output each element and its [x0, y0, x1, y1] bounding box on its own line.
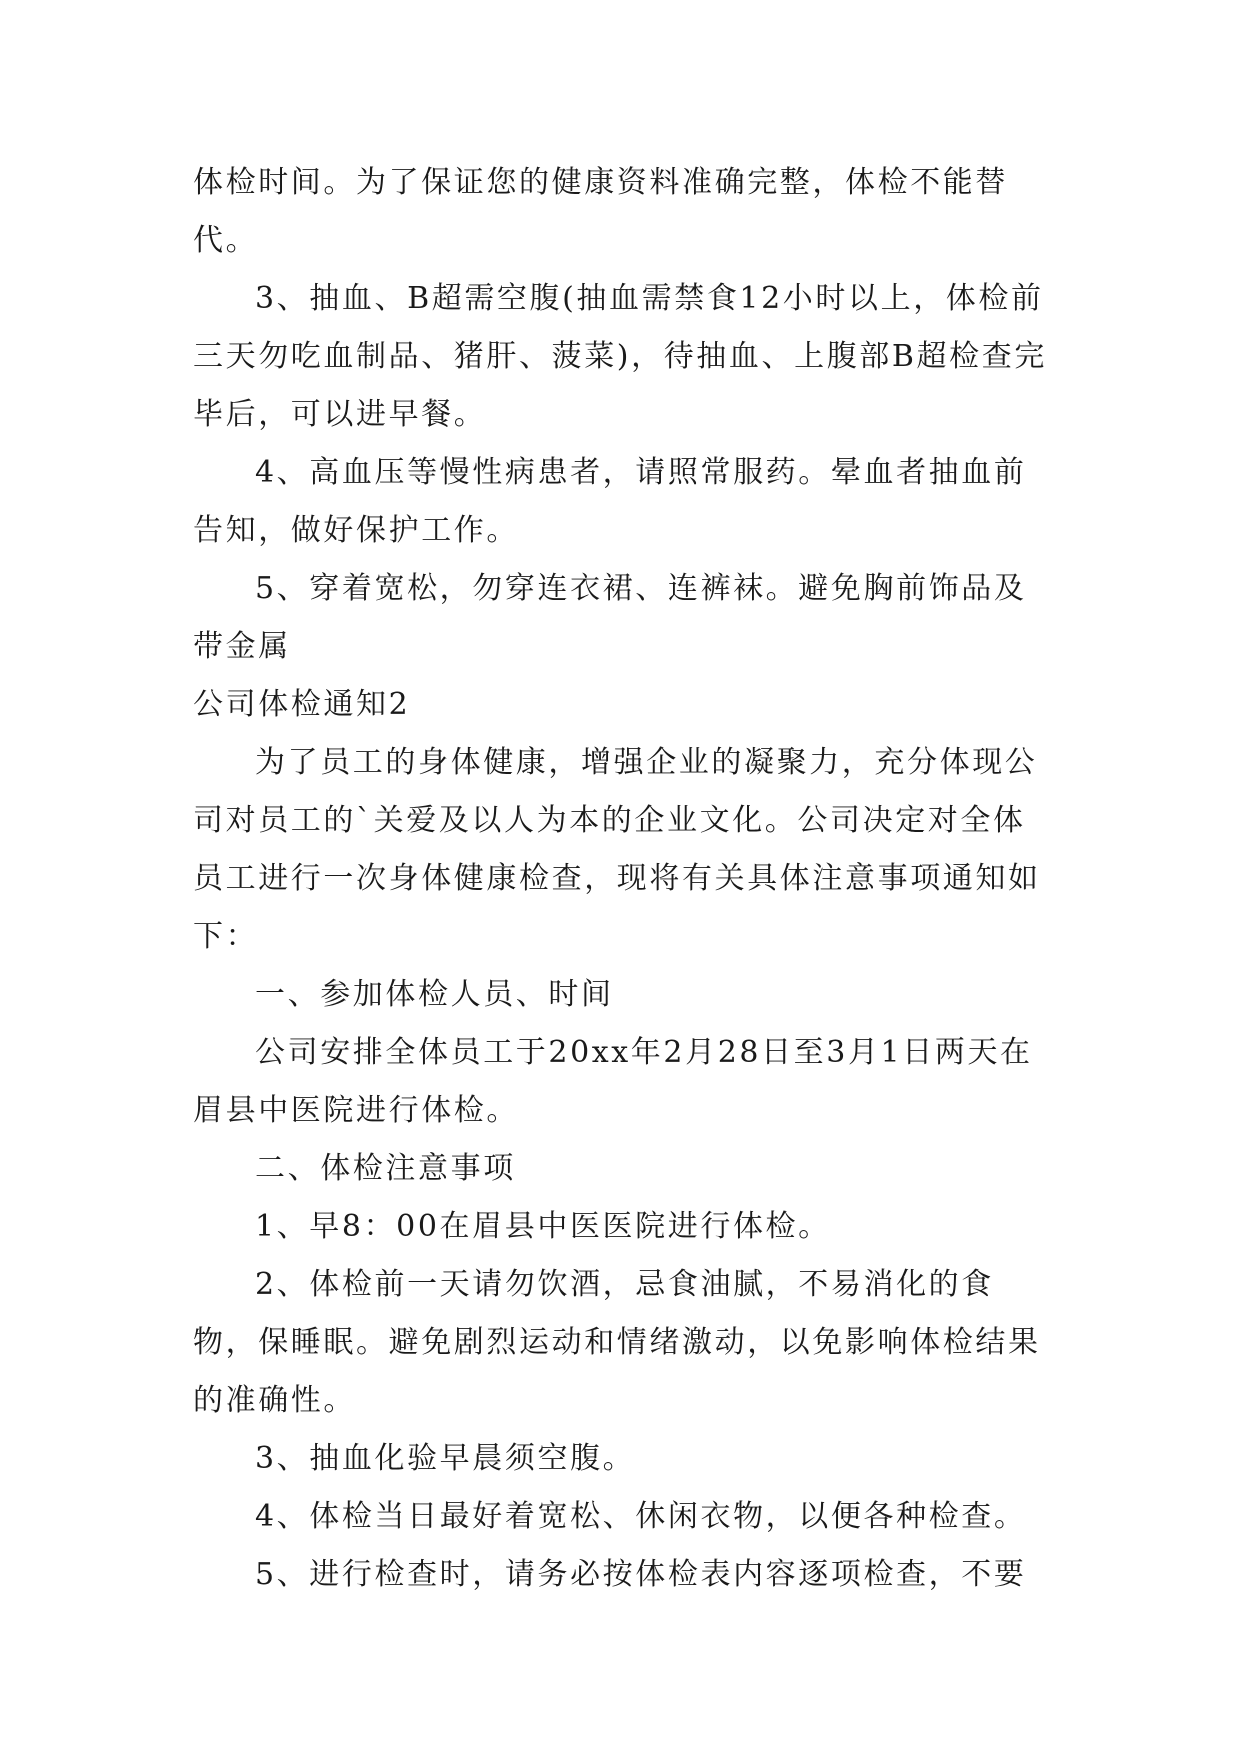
paragraph: 2、体检前一天请勿饮酒，忌食油腻，不易消化的食物，保睡眠。避免剧烈运动和情绪激动，以免影响体检结果的准确性。	[193, 1267, 1041, 1418]
paragraph: 4、体检当日最好着宽松、休闲衣物，以便各种检查。	[255, 1499, 1027, 1534]
paragraph: 3、抽血、B超需空腹(抽血需禁食12小时以上，体检前三天勿吃血制品、猪肝、菠菜)，待抽血、上腹部B超检查完毕后，可以进早餐。	[193, 281, 1047, 432]
paragraph: 为了员工的身体健康，增强企业的凝聚力，充分体现公司对员工的`关爱及以人为本的企业文化。公司决定对全体员工进行一次身体健康检查，现将有关具体注意事项通知如下：	[193, 745, 1041, 954]
document-body	[193, 154, 1053, 1604]
section-heading: 一、参加体检人员、时间	[255, 977, 614, 1012]
paragraph: 4、高血压等慢性病患者，请照常服药。晕血者抽血前告知，做好保护工作。	[193, 455, 1027, 548]
paragraph: 5、进行检查时，请务必按体检表内容逐项检查，不要	[255, 1557, 1027, 1592]
paragraph: 3、抽血化验早晨须空腹。	[255, 1441, 636, 1476]
paragraph: 1、早8：00在眉县中医医院进行体检。	[255, 1209, 831, 1244]
paragraph: 公司安排全体员工于20xx年2月28日至3月1日两天在眉县中医院进行体检。	[193, 1035, 1033, 1128]
paragraph: 5、穿着宽松，勿穿连衣裙、连裤袜。避免胸前饰品及带金属	[193, 571, 1027, 664]
paragraph: 体检时间。为了保证您的健康资料准确完整，体检不能替代。	[193, 165, 1008, 258]
section-heading: 二、体检注意事项	[255, 1151, 516, 1186]
section-title: 公司体检通知2	[193, 687, 411, 722]
